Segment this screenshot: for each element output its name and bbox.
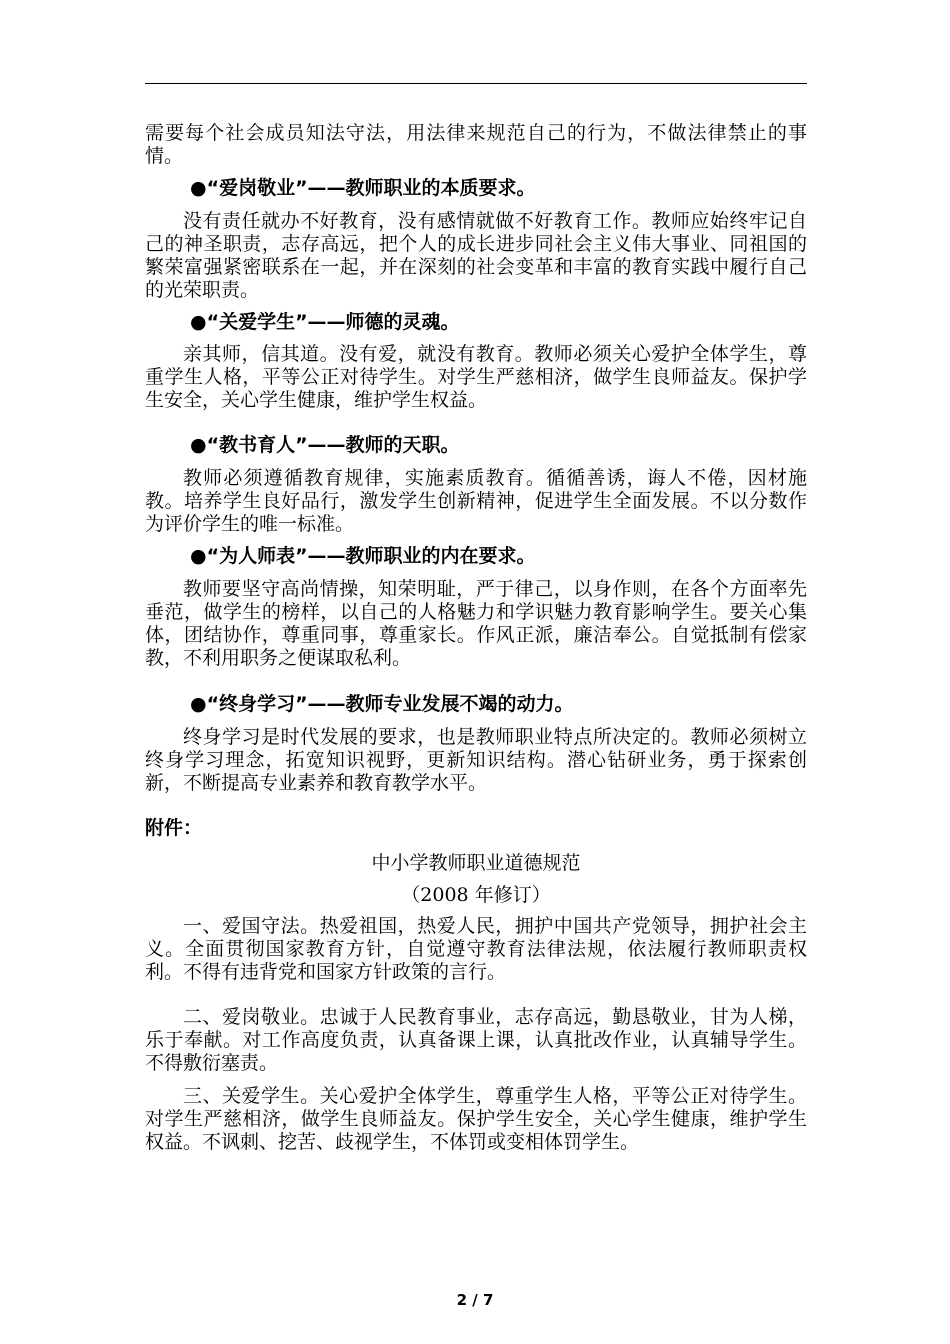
- paragraph-aigang-jingye: 没有责任就办不好教育，没有感情就做不好教育工作。教师应始终牢记自己的神圣职责，志存高远，把个人的成长进步同社会主义伟大事业、同祖国的繁荣富强紧密联系在一起，并在深刻的社会变革和丰富的教育实践中履行自己的光荣职责。: [145, 210, 807, 301]
- paragraph-rule-2: 二、爱岗敬业。忠诚于人民教育事业，志存高远，勤恳敬业，甘为人梯，乐于奉献。对工作高度负责，认真备课上课，认真批改作业，认真辅导学生。不得敷衍塞责。: [145, 1006, 807, 1074]
- heading-aigang-jingye: ●“爱岗敬业”——教师职业的本质要求。: [190, 177, 536, 199]
- attachment-subtitle: （2008 年修订）: [401, 884, 551, 906]
- paragraph-guanai-xuesheng: 亲其师，信其道。没有爱，就没有教育。教师必须关心爱护全体学生，尊重学生人格，平等公正对待学生。对学生严慈相济，做学生良师益友。保护学生安全，关心学生健康，维护学生权益。: [145, 343, 807, 411]
- header-rule: [145, 83, 807, 84]
- heading-jiaoshu-yuren: ●“教书育人”——教师的天职。: [190, 434, 460, 456]
- paragraph-rule-1: 一、爱国守法。热爱祖国，热爱人民，拥护中国共产党领导，拥护社会主义。全面贯彻国家教育方针，自觉遵守教育法律法规，依法履行教师职责权利。不得有违背党和国家方针政策的言行。: [145, 915, 807, 983]
- paragraph-zhongshen-xuexi: 终身学习是时代发展的要求，也是教师职业特点所决定的。教师必须树立终身学习理念，拓宽知识视野，更新知识结构。潜心钻研业务，勇于探索创新，不断提高专业素养和教育教学水平。: [145, 726, 807, 794]
- paragraph-rule-3: 三、关爱学生。关心爱护全体学生，尊重学生人格，平等公正对待学生。对学生严慈相济，做学生良师益友。保护学生安全，关心学生健康，维护学生权益。不讽刺、挖苦、歧视学生，不体罚或变相体罚学生。: [145, 1085, 807, 1153]
- paragraph-jiaoshu-yuren: 教师必须遵循教育规律，实施素质教育。循循善诱，诲人不倦，因材施教。培养学生良好品行，激发学生创新精神，促进学生全面发展。不以分数作为评价学生的唯一标准。: [145, 467, 807, 535]
- paragraph-weiren-shibiao: 教师要坚守高尚情操，知荣明耻，严于律己，以身作则，在各个方面率先垂范，做学生的榜样，以自己的人格魅力和学识魅力教育影响学生。要关心集体，团结协作，尊重同事，尊重家长。作风正派，廉洁奉公。自觉抵制有偿家教，不利用职务之便谋取私利。: [145, 578, 807, 669]
- document-body: [145, 122, 807, 1154]
- heading-zhongshen-xuexi: ●“终身学习”——教师专业发展不竭的动力。: [190, 693, 574, 715]
- heading-weiren-shibiao: ●“为人师表”——教师职业的内在要求。: [190, 545, 536, 567]
- attachment-title: 中小学教师职业道德规范: [371, 852, 581, 874]
- page-number: 2 / 7: [456, 1291, 494, 1309]
- heading-guanai-xuesheng: ●“关爱学生”——师德的灵魂。: [190, 311, 460, 333]
- attachment-label: 附件：: [145, 817, 203, 839]
- paragraph-law-continuation: 需要每个社会成员知法守法，用法律来规范自己的行为，不做法律禁止的事情。: [145, 122, 807, 167]
